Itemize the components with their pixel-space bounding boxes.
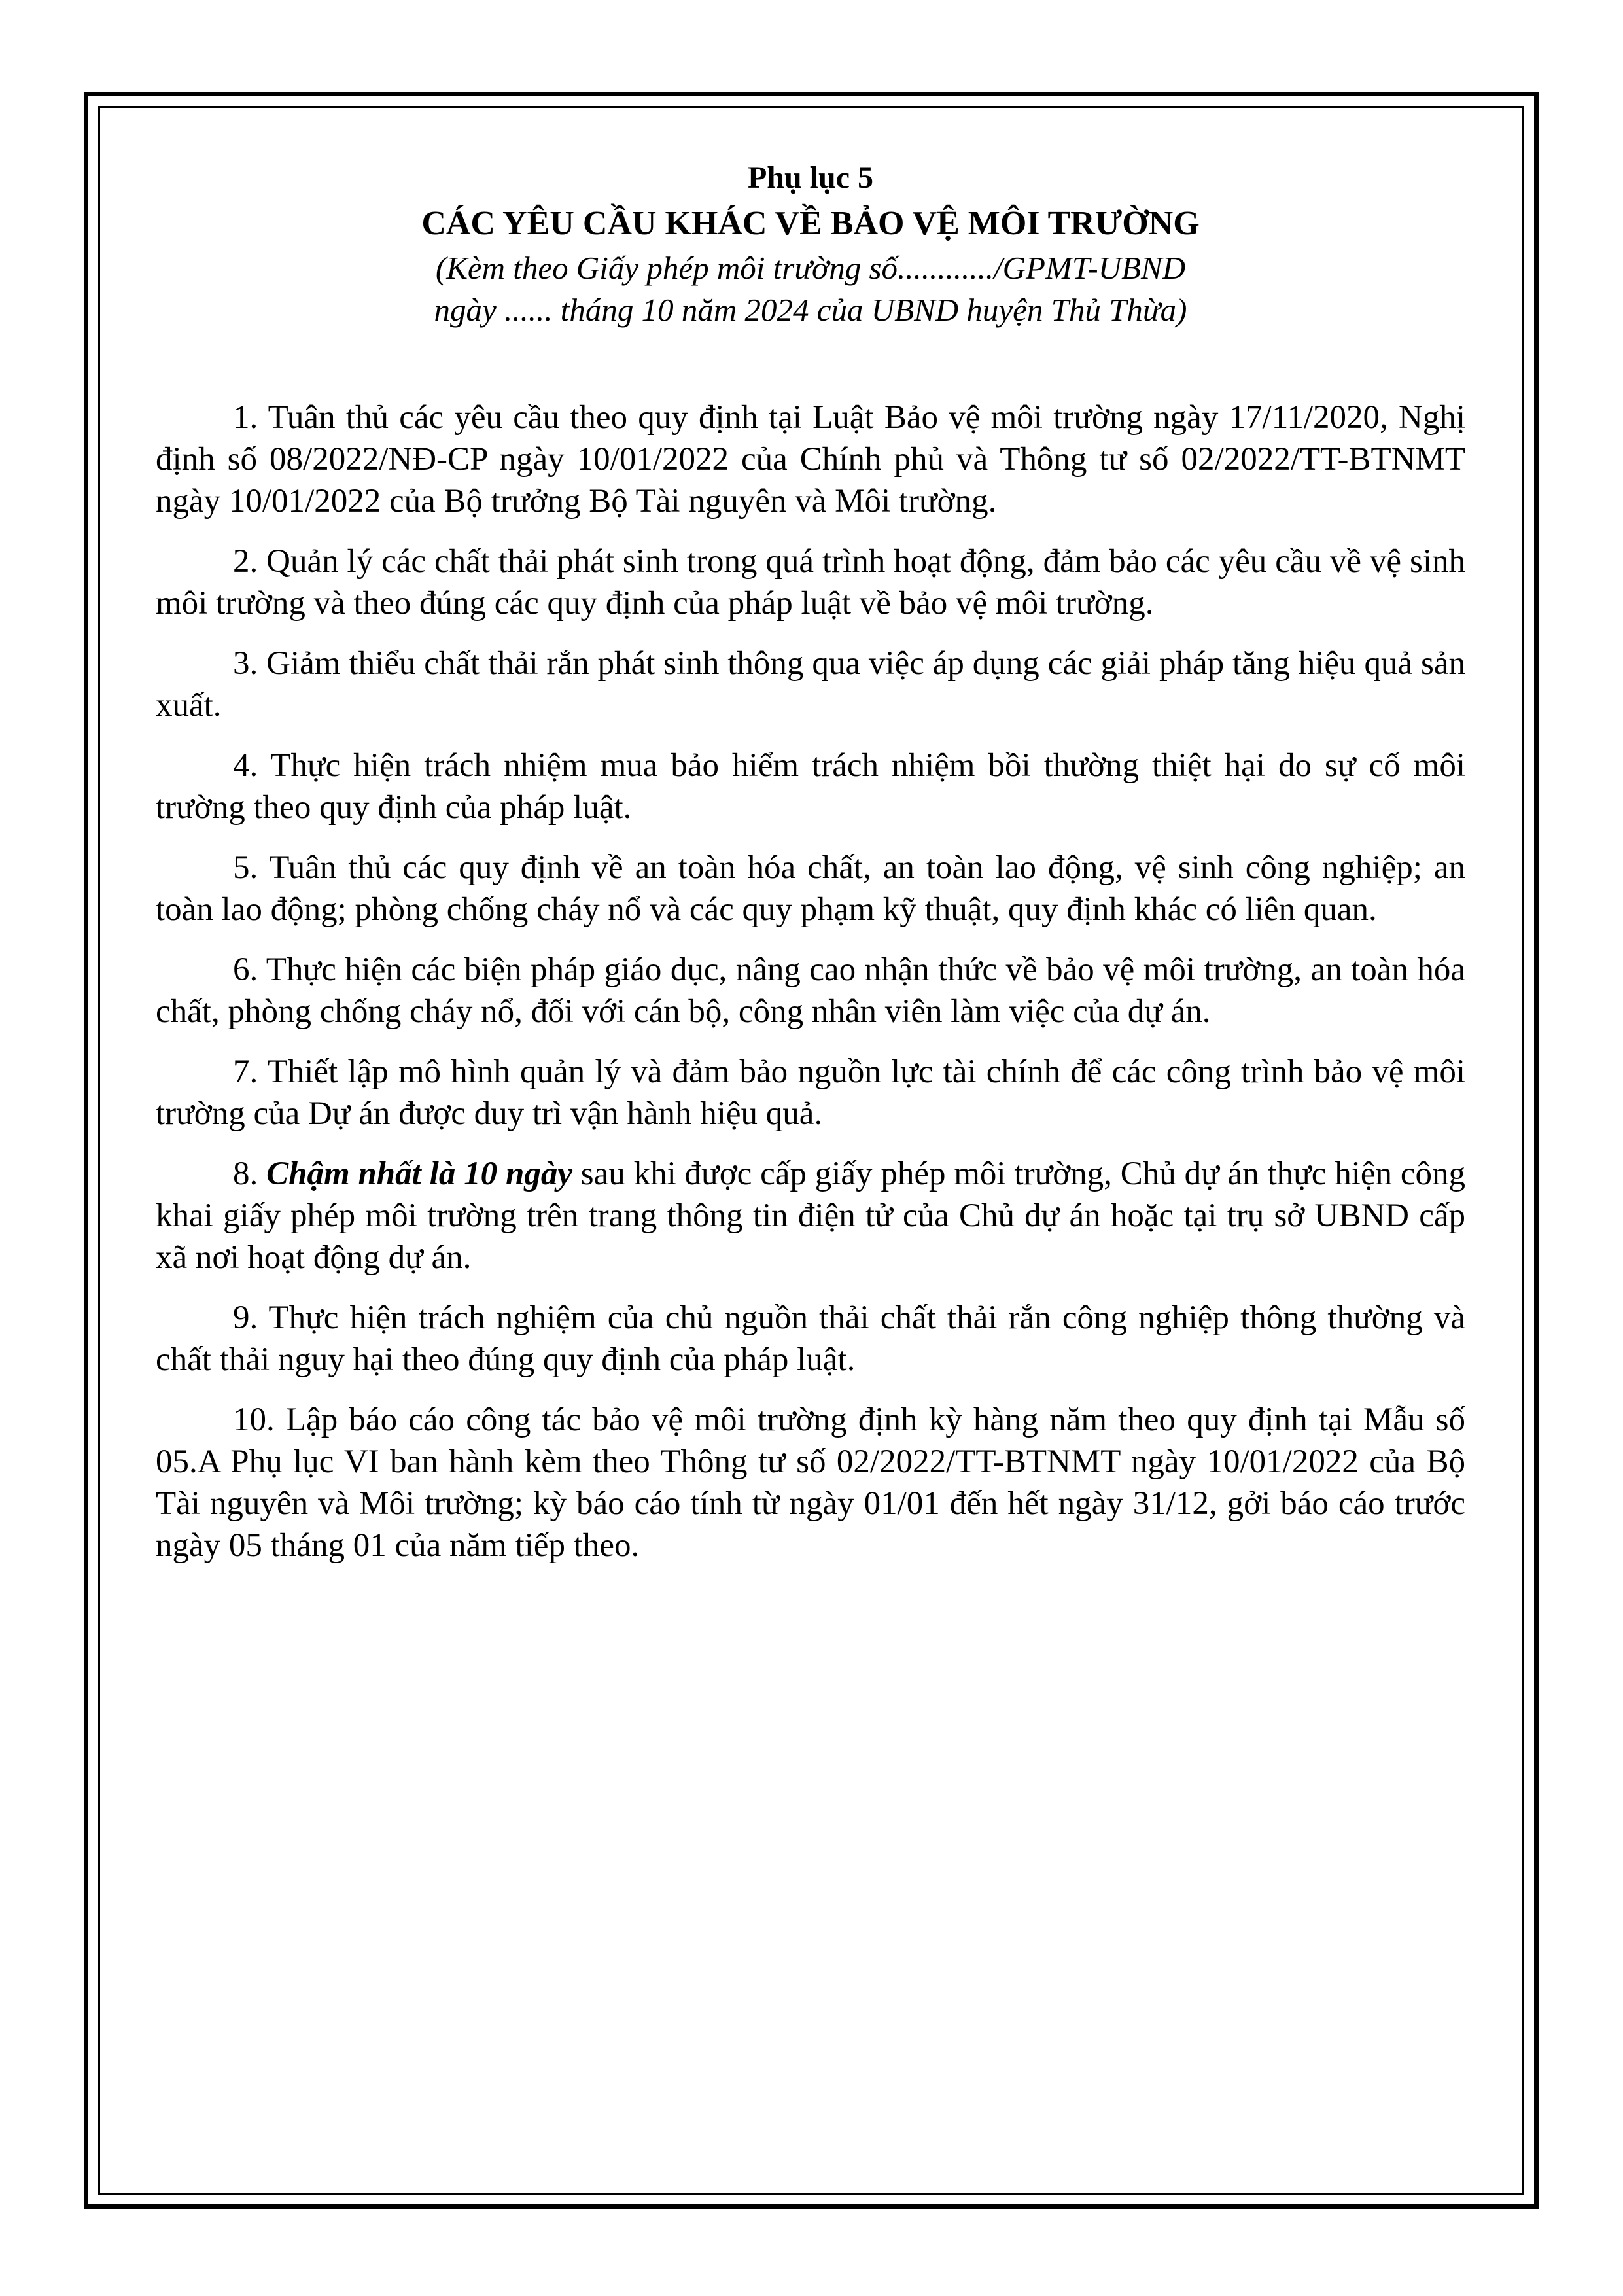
requirement-item-8: [156, 1153, 1465, 1279]
annex-subtitle-line-2: ngày ...... tháng 10 năm 2024 của UBND huyện Thủ Thừa): [434, 292, 1187, 328]
item-8-number: 8.: [233, 1156, 267, 1192]
annex-subtitle-line-1: (Kèm theo Giấy phép môi trường số............/GPMT-UBND: [435, 250, 1186, 286]
requirement-item-7: 7. Thiết lập mô hình quản lý và đảm bảo nguồn lực tài chính để các công trình bảo vệ môi trường của Dự án được duy trì vận hành hiệu quả.: [156, 1053, 1465, 1132]
requirement-item-4: 4. Thực hiện trách nhiệm mua bảo hiểm trách nhiệm bồi thường thiệt hại do sự cố môi trường theo quy định của pháp luật.: [156, 747, 1465, 826]
requirement-item-5: 5. Tuân thủ các quy định về an toàn hóa chất, an toàn lao động, vệ sinh công nghiệp; an toàn lao động; phòng chống cháy nổ và các quy phạm kỹ thuật, quy định khác có liên quan.: [156, 849, 1465, 928]
annex-title: CÁC YÊU CẦU KHÁC VỀ BẢO VỆ MÔI TRƯỜNG: [421, 205, 1200, 242]
item-8-deadline-emphasis: Chậm nhất là 10 ngày: [266, 1156, 572, 1192]
requirements-list: [156, 397, 1465, 1566]
requirement-item-3: 3. Giảm thiểu chất thải rắn phát sinh thông qua việc áp dụng các giải pháp tăng hiệu quả sản xuất.: [156, 645, 1465, 724]
requirement-item-2: 2. Quản lý các chất thải phát sinh trong quá trình hoạt động, đảm bảo các yêu cầu về vệ sinh môi trường và theo đúng các quy định của pháp luật về bảo vệ môi trường.: [156, 543, 1465, 622]
item-8-text: sau khi được cấp giấy phép môi trường, Chủ dự án thực hiện công khai giấy phép môi trường trên trang thông tin điện tử của Chủ dự án hoặc tại trụ sở UBND cấp xã nơi hoạt động dự án.: [156, 1156, 1466, 1276]
annex-label: Phụ lục 5: [747, 160, 874, 195]
requirement-item-10: 10. Lập báo cáo công tác bảo vệ môi trường định kỳ hàng năm theo quy định tại Mẫu số 05.A Phụ lục VI ban hành kèm theo Thông tư số 02/2022/TT-BTNMT ngày 10/01/2022 của Bộ Tài nguyên và Môi trường; kỳ báo cáo tính từ ngày 01/01 đến hết ngày 31/12, gởi báo cáo trước ngày 05 tháng 01 của năm tiếp theo.: [156, 1402, 1465, 1564]
document-content: [156, 156, 1465, 1585]
requirement-item-9: 9. Thực hiện trách nghiệm của chủ nguồn thải chất thải rắn công nghiệp thông thường và chất thải nguy hại theo đúng quy định của pháp luật.: [156, 1299, 1465, 1378]
requirement-item-6: 6. Thực hiện các biện pháp giáo dục, nâng cao nhận thức về bảo vệ môi trường, an toàn hóa chất, phòng chống cháy nổ, đối với cán bộ, công nhân viên làm việc của dự án.: [156, 951, 1465, 1030]
document-header: [156, 156, 1465, 331]
requirement-item-1: 1. Tuân thủ các yêu cầu theo quy định tại Luật Bảo vệ môi trường ngày 17/11/2020, Nghị định số 08/2022/NĐ-CP ngày 10/01/2022 của Chính phủ và Thông tư số 02/2022/TT-BTNMT ngày 10/01/2022 của Bộ trưởng Bộ Tài nguyên và Môi trường.: [156, 399, 1465, 520]
